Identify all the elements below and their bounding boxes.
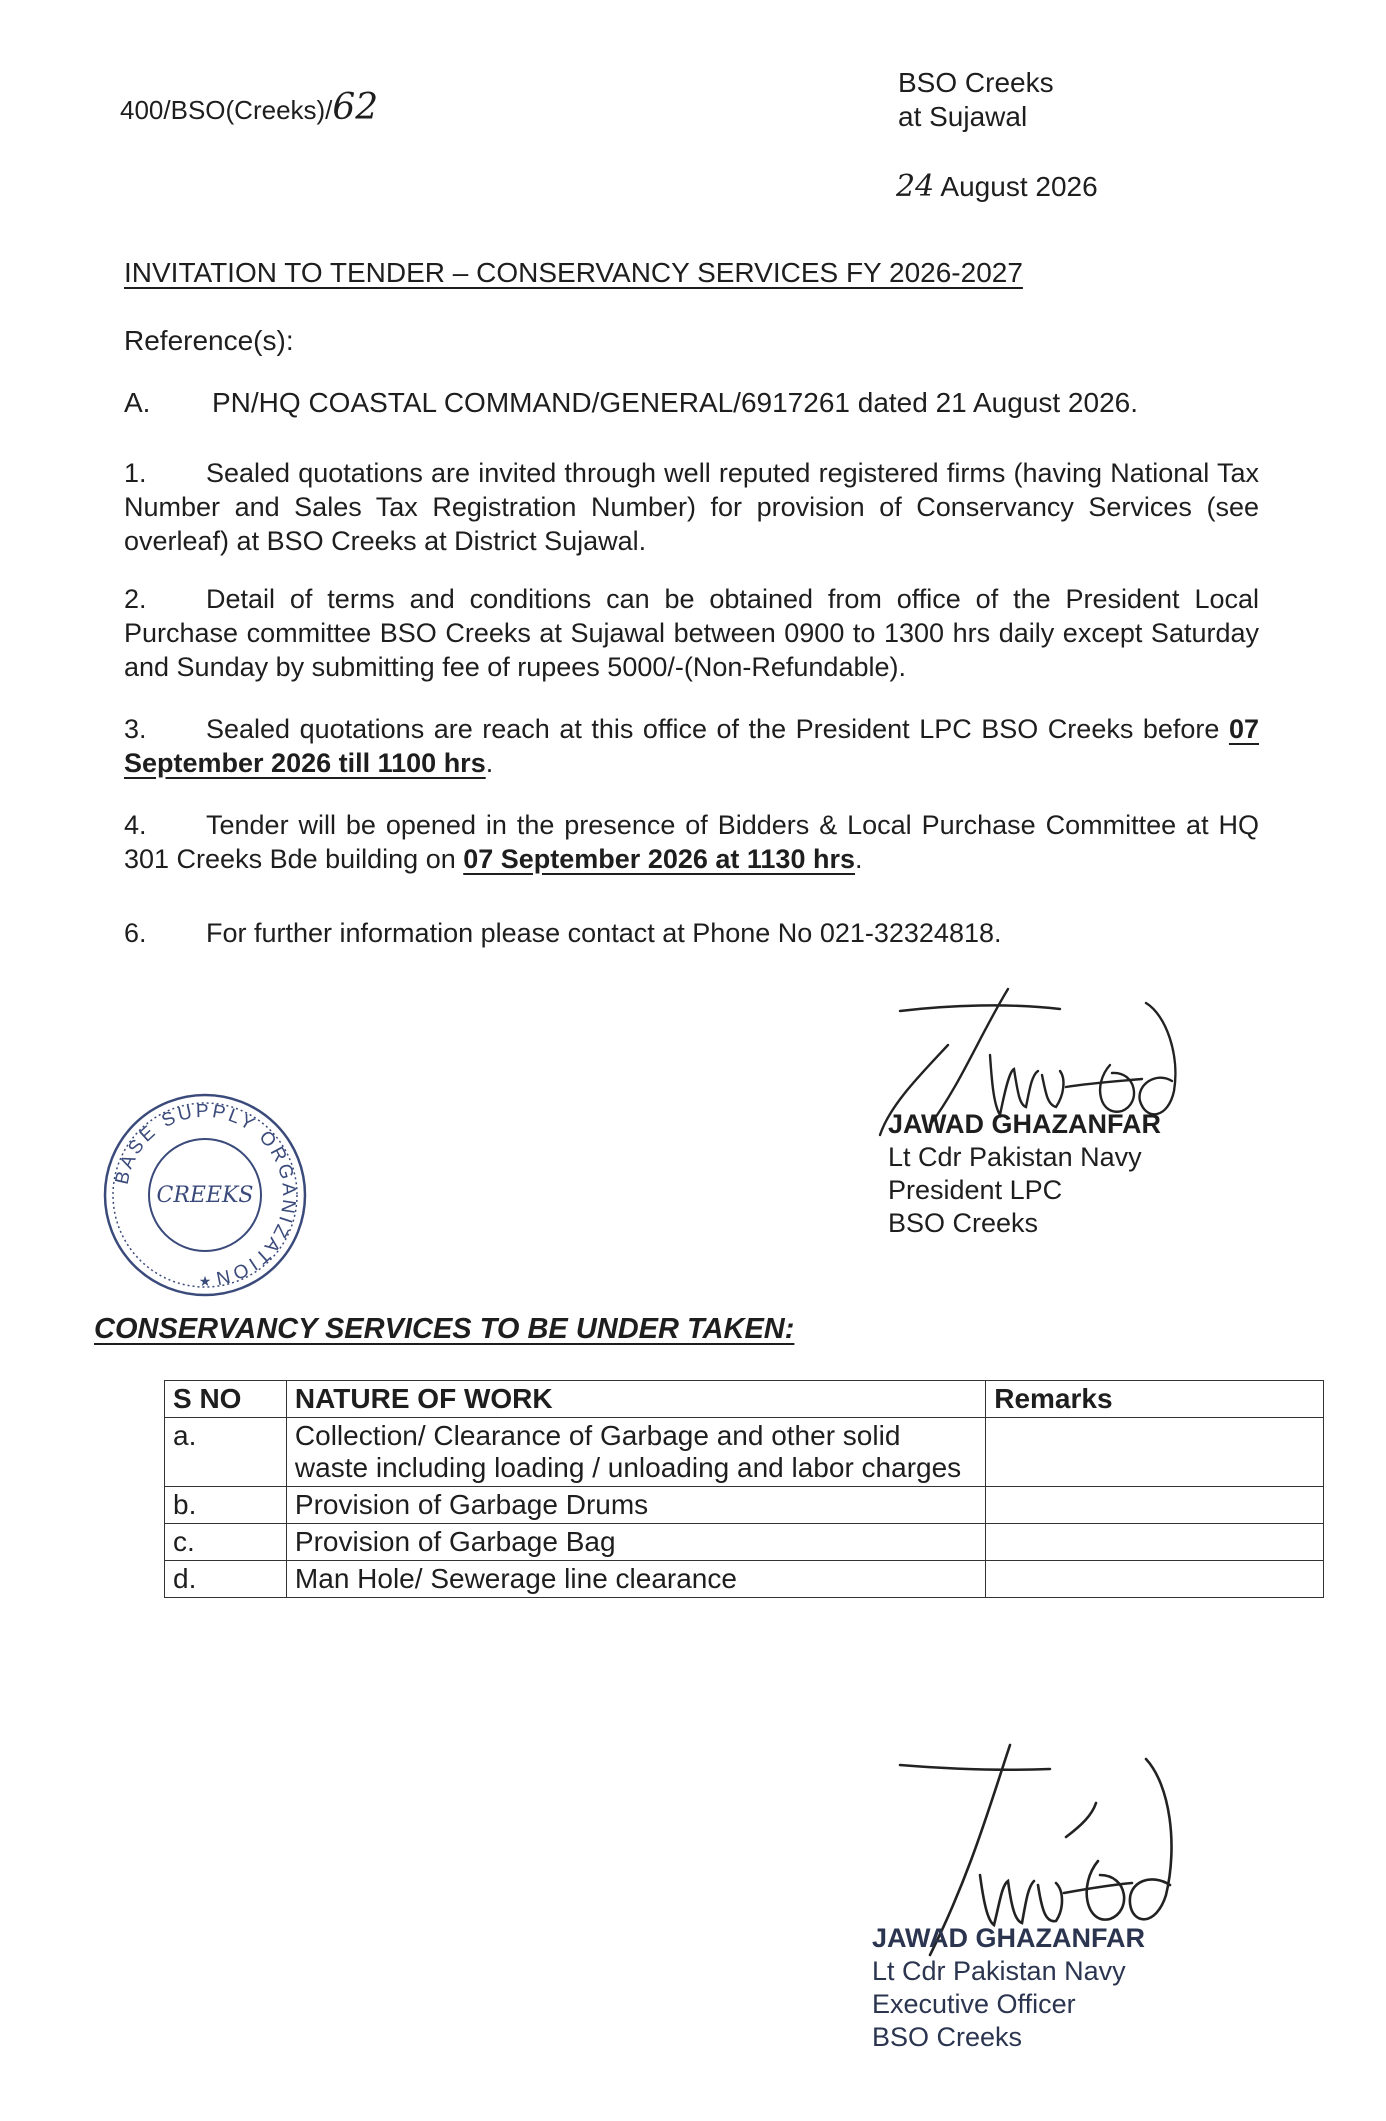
paragraph-text: Tender will be opened in the presence of Bidders & Local Purchase Committee at HQ 301 Creeks Bde building on — [124, 810, 1259, 874]
paragraph-6 — [124, 916, 1259, 950]
signatory-1-unit: BSO Creeks — [888, 1208, 1039, 1238]
paragraph-number: 6. — [124, 918, 147, 948]
reference-number-printed: 400/BSO(Creeks)/ — [120, 95, 333, 125]
paragraph-text-end: . — [485, 748, 494, 778]
signatory-1-name: JAWAD GHAZANFAR — [888, 1109, 1162, 1139]
table-row — [165, 1487, 1324, 1524]
row-sno: b. — [165, 1487, 287, 1524]
stamp-center-text: CREEKS — [156, 1183, 254, 1208]
signatory-2-name: JAWAD GHAZANFAR — [872, 1923, 1146, 1953]
signatory-2-rank: Lt Cdr Pakistan Navy — [872, 1956, 1126, 1986]
paragraph-2 — [124, 582, 1259, 684]
reference-text: PN/HQ COASTAL COMMAND/GENERAL/6917261 dated 21 August 2026. — [212, 387, 1138, 418]
row-work: Collection/ Clearance of Garbage and other solid waste including loading / unloading and labor charges — [286, 1418, 985, 1487]
date-day-handwritten: 24 — [896, 169, 935, 204]
reference-number-handwritten: 62 — [332, 87, 379, 128]
opening-time: 07 September 2026 at 1130 hrs — [463, 844, 855, 874]
table-row — [165, 1561, 1324, 1598]
paragraph-number: 1. — [124, 458, 147, 488]
row-remarks — [986, 1487, 1324, 1524]
table-row — [165, 1418, 1324, 1487]
paragraph-text: For further information please contact at Phone No 021-32324818. — [206, 918, 1002, 948]
stamp-ring-text: BASE SUPPLY ORGANIZATION — [111, 1100, 300, 1289]
signatory-1-post: President LPC — [888, 1175, 1063, 1205]
column-header-sno: S NO — [165, 1381, 287, 1418]
column-header-remarks: Remarks — [986, 1381, 1324, 1418]
subject-line: INVITATION TO TENDER – CONSERVANCY SERVICES FY 2026-2027 — [124, 257, 1023, 288]
table-header-row — [165, 1381, 1324, 1418]
paragraph-4 — [124, 808, 1259, 876]
sender-line-1: BSO Creeks — [898, 67, 1054, 98]
submission-deadline: 07 September 2026 till 1100 hrs — [124, 714, 1259, 778]
row-work: Man Hole/ Sewerage line clearance — [286, 1561, 985, 1598]
paragraph-number: 3. — [124, 714, 147, 744]
reference-item — [124, 386, 1138, 420]
signatory-1-block — [888, 1108, 1161, 1240]
paragraph-text: Sealed quotations are invited through well reputed registered firms (having National Tax Number and Sales Tax Registration Number) for provision of Conservancy Services (see overleaf) at BSO Creeks at District Sujawal. — [124, 458, 1259, 556]
works-heading: CONSERVANCY SERVICES TO BE UNDER TAKEN: — [94, 1313, 795, 1345]
reference-number — [120, 87, 379, 128]
paragraph-text: Sealed quotations are reach at this office of the President LPC BSO Creeks before — [206, 714, 1229, 744]
signatory-2-post: Executive Officer — [872, 1989, 1076, 2019]
paragraph-text-end: . — [855, 844, 863, 874]
row-remarks — [986, 1561, 1324, 1598]
table-row — [165, 1524, 1324, 1561]
row-work: Provision of Garbage Bag — [286, 1524, 985, 1561]
row-work: Provision of Garbage Drums — [286, 1487, 985, 1524]
column-header-nature-of-work: NATURE OF WORK — [286, 1381, 985, 1418]
works-table — [164, 1380, 1324, 1598]
signatory-2-unit: BSO Creeks — [872, 2022, 1023, 2052]
paragraph-number: 2. — [124, 584, 147, 614]
organization-stamp-icon — [100, 1090, 310, 1300]
paragraph-3 — [124, 712, 1259, 780]
letter-date — [896, 170, 1098, 204]
row-remarks — [986, 1524, 1324, 1561]
paragraph-number: 4. — [124, 810, 147, 840]
signatory-1-rank: Lt Cdr Pakistan Navy — [888, 1142, 1142, 1172]
paragraph-text: Detail of terms and conditions can be obtained from office of the President Local Purchase committee BSO Creeks at Sujawal between 0900 to 1300 hrs daily except Saturday and Sunday by submitting fee of rupees 5000/-(Non-Refundable). — [124, 584, 1259, 682]
svg-text:★: ★ — [198, 1273, 212, 1289]
row-sno: c. — [165, 1524, 287, 1561]
reference-letter: A. — [124, 387, 151, 418]
sender-address — [898, 66, 1054, 134]
references-label: Reference(s): — [124, 325, 294, 356]
date-month-year: August 2026 — [940, 171, 1098, 202]
sender-line-2: at Sujawal — [898, 101, 1028, 132]
row-remarks — [986, 1418, 1324, 1487]
paragraph-1 — [124, 456, 1259, 558]
signatory-2-block — [872, 1922, 1145, 2054]
row-sno: d. — [165, 1561, 287, 1598]
row-sno: a. — [165, 1418, 287, 1487]
